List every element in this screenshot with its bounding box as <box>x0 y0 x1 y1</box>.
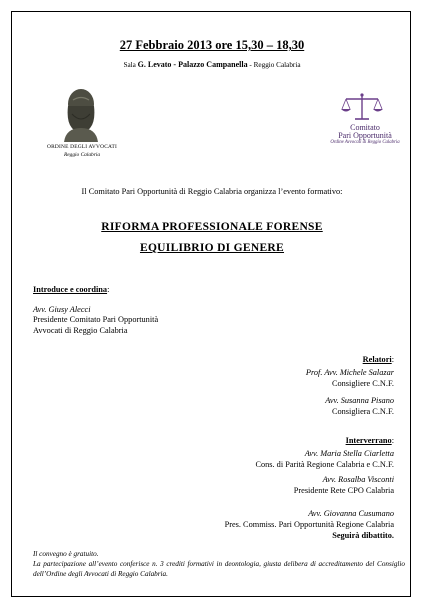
debate-note: Seguirà dibattito. <box>332 531 394 540</box>
interverrano-colon: : <box>391 436 394 445</box>
left-logo-subcaption: Reggio Calabria <box>63 152 101 158</box>
speaker-name: Avv. Susanna Pisano <box>325 396 394 405</box>
relatori-label-row <box>363 349 394 367</box>
speaker-role: Consigliere C.N.F. <box>331 379 394 388</box>
event-date-time: 27 Febbraio 2013 ore 15,30 – 18,30 <box>119 38 305 52</box>
right-logo-caption-2: Pari Opportunità <box>338 131 392 140</box>
participant-role: Pres. Commiss. Pari Opportunità Regione Calabria <box>224 520 394 529</box>
free-event-note: Il convegno è gratuito. <box>33 550 99 558</box>
introduce-label: Introduce e coordina <box>33 285 108 294</box>
left-logo-caption: ORDINE DEGLI AVVOCATI <box>47 144 117 150</box>
interverrano-label-row <box>346 430 394 448</box>
right-logo-caption: Comitato <box>350 123 380 132</box>
venue-name: G. Levato - Palazzo Campanella <box>137 60 248 69</box>
venue-suffix: - Reggio Calabria <box>249 61 301 69</box>
document-frame <box>11 11 411 597</box>
credits-note: La partecipazione all’evento conferisce n. 3 crediti formativi in deontologia, giusta delibera di accreditamento del Consiglio dell’Ordine degli Avvocati di Reggio Calabria. <box>33 560 405 578</box>
scales-of-justice-icon <box>341 92 383 122</box>
moderator-role-2: Avvocati di Reggio Calabria <box>33 326 128 335</box>
participant-name: Avv. Giovanna Cusumano <box>308 509 394 518</box>
right-logo-subcaption: Ordine Avvocati di Reggio Calabria <box>330 140 400 145</box>
speaker-name: Prof. Avv. Michele Salazar <box>305 368 394 377</box>
venue-prefix: Sala <box>123 61 136 69</box>
participant-role: Cons. di Parità Regione Calabria e C.N.F. <box>255 460 394 469</box>
speaker-role: Consigliera C.N.F. <box>331 407 394 416</box>
introduce-colon: : <box>107 285 110 294</box>
moderator-name: Avv. Giusy Alecci <box>33 305 91 314</box>
moderator-role: Presidente Comitato Pari Opportunità <box>33 315 159 324</box>
participant-name: Avv. Rosalba Visconti <box>322 475 394 484</box>
relatori-colon: : <box>391 355 394 364</box>
event-title-line-2: EQUILIBRIO DI GENERE <box>139 242 285 254</box>
participant-name: Avv. Maria Stella Ciarletta <box>304 449 394 458</box>
introduce-label-row <box>33 279 109 297</box>
intro-text: Il Comitato Pari Opportunità di Reggio Calabria organizza l’evento formativo: <box>81 187 343 196</box>
event-venue <box>12 60 412 69</box>
relatori-label: Relatori <box>362 355 392 364</box>
event-title-line-1: RIFORMA PROFESSIONALE FORENSE <box>101 221 323 233</box>
participant-role: Presidente Rete CPO Calabria <box>293 486 394 495</box>
bronze-bust-logo-icon <box>56 84 106 144</box>
interverrano-label: Interverrano <box>345 436 392 445</box>
